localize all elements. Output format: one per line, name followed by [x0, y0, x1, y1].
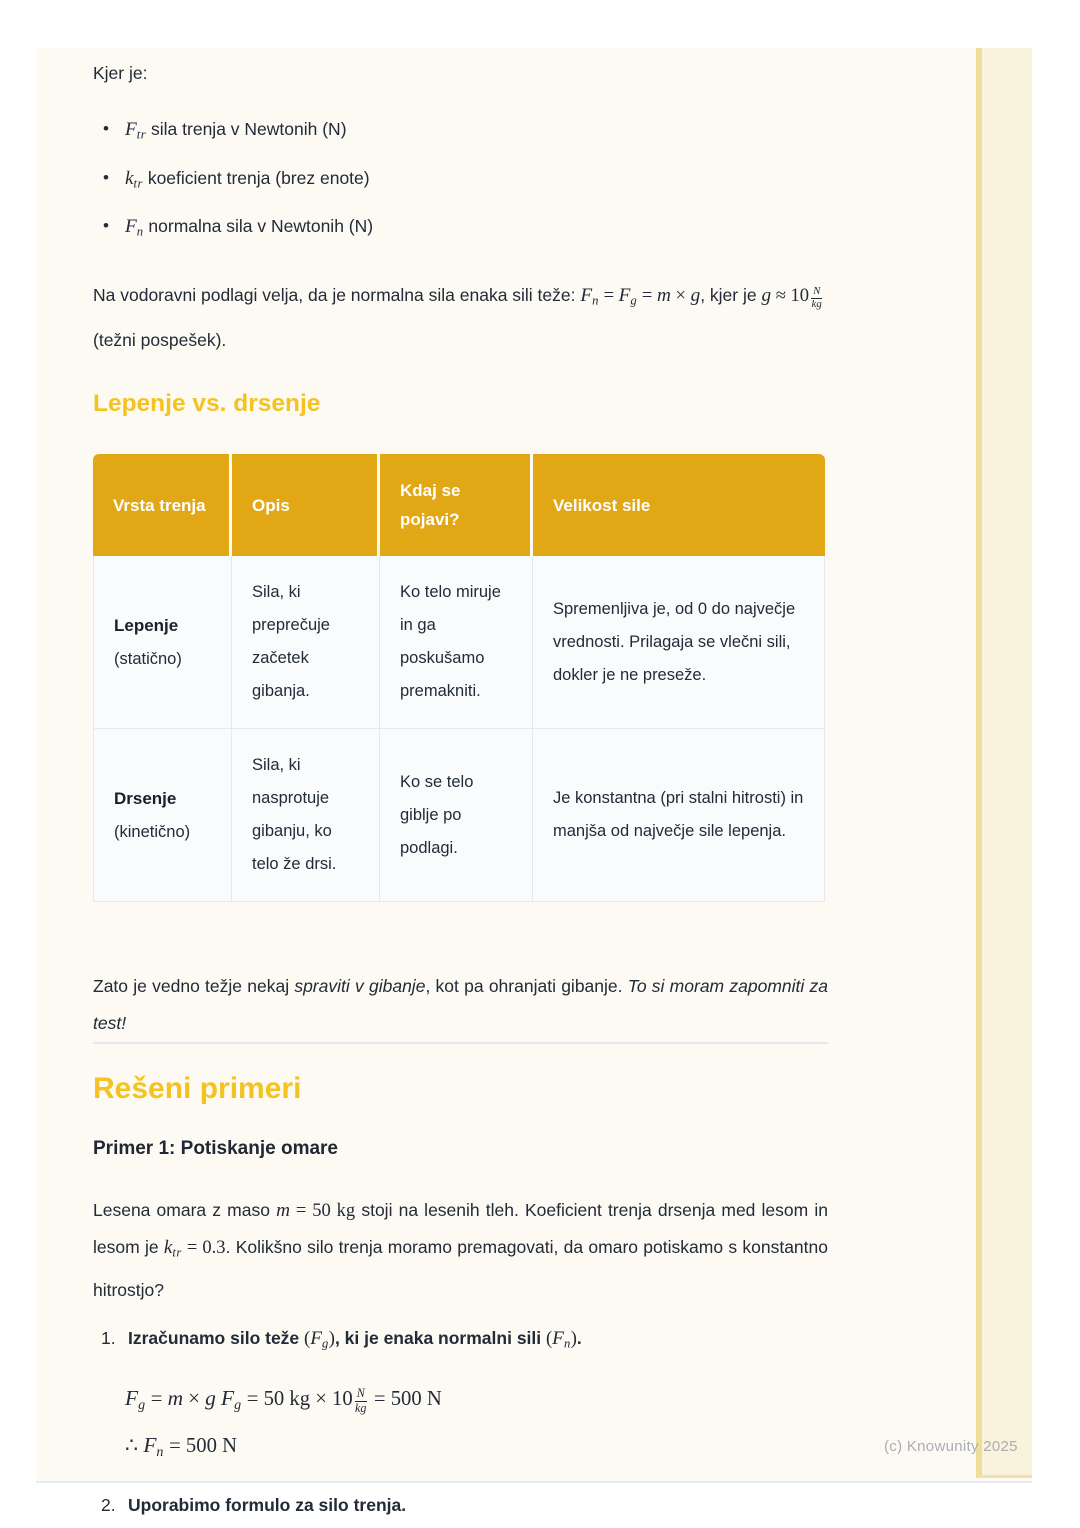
- math-line: ∴ $F_n = 500$ N: [125, 1433, 237, 1460]
- friction-comparison-table: [93, 454, 825, 902]
- problem-statement: Lesena omara z maso m = 50 kg stoji na lesenih tleh. Koeficient trenja drsenja med lesom in lesom je $k_{tr} = 0.3$. Kolikšno silo trenja moramo premagovati, da omaro potiskamo s konstantno hitrostjo?: [93, 1200, 828, 1300]
- cell-opis: Sila, ki nasprotuje gibanju, ko telo že drsi.: [232, 729, 380, 902]
- step-number: 1.: [101, 1327, 116, 1348]
- section-heading-reseni-primeri: Rešeni primeri: [93, 1072, 302, 1106]
- column-header-kdaj-se-pojavi: Kdaj se pojavi?: [380, 454, 533, 556]
- example-title: Primer 1: Potiskanje omare: [93, 1138, 338, 1160]
- column-header-opis: Opis: [232, 454, 380, 556]
- page-content: [93, 48, 828, 1518]
- cell-kdaj: Ko telo miruje in ga poskušamo premakniti.: [380, 556, 533, 729]
- cell-vrsta-trenja: Lepenje (statično): [93, 556, 232, 729]
- table-row: [93, 729, 825, 902]
- step-number: 2.: [101, 1494, 116, 1515]
- margin-highlight-strip: [976, 48, 1032, 1478]
- takeaway-note: Zato je vedno težje nekaj spraviti v gibanje, kot pa ohranjati gibanje. To si moram zapomniti za test!: [93, 976, 828, 1034]
- section-divider: [93, 1042, 828, 1044]
- cell-opis: Sila, ki preprečuje začetek gibanja.: [232, 556, 380, 729]
- section-heading-lepenje-vs-drsenje: Lepenje vs. drsenje: [93, 390, 321, 418]
- column-header-vrsta-trenja: Vrsta trenja: [93, 454, 232, 556]
- list-item: • $k_{tr}$ koeficient trenja (brez enote): [93, 165, 828, 197]
- definitions-list: [93, 116, 828, 245]
- list-item: • $F_{tr}$ sila trenja v Newtonih (N): [93, 116, 828, 148]
- solution-step-1: [93, 1325, 828, 1357]
- step-title: Izračunamo silo teže $(F_g)$, ki je enaka normalni sili $(F_n)$.: [128, 1327, 582, 1351]
- table-header-row: [93, 454, 825, 556]
- where-is-label: Kjer je:: [93, 63, 148, 83]
- table-row: [93, 556, 825, 729]
- copyright-watermark: (c) Knowunity 2025: [884, 1438, 1018, 1455]
- column-header-velikost-sile: Velikost sile: [533, 454, 825, 556]
- list-item: • $F_n$ normalna sila v Newtonih (N): [93, 213, 828, 245]
- table-body: [93, 556, 825, 902]
- solution-step-2: [93, 1492, 828, 1518]
- math-line: $F_g = m \times g$ $F_g = 50$ kg × 10 $\frac{N}{kg}$ = 500 N: [125, 1386, 442, 1415]
- calculation-block: [93, 1378, 828, 1472]
- step-title: Uporabimo formulo za silo trenja.: [128, 1494, 407, 1515]
- cell-kdaj: Ko se telo giblje po podlagi.: [380, 729, 533, 902]
- cell-vrsta-trenja: Drsenje (kinetično): [93, 729, 232, 902]
- cell-velikost: Spremenljiva je, od 0 do največje vrednosti. Prilagaja se vlečni sili, dokler je ne preseže.: [533, 556, 825, 729]
- document-page: [36, 48, 1032, 1515]
- cell-velikost: Je konstantna (pri stalni hitrosti) in manjša od največje sile lepenja.: [533, 729, 825, 902]
- normal-force-paragraph: Na vodoravni podlagi velja, da je normalna sila enaka sili teže: $F_n = F_g = m \times g$, kjer je g ≈ 10 $\frac{N}{kg}$ (težni pospešek).: [93, 284, 822, 351]
